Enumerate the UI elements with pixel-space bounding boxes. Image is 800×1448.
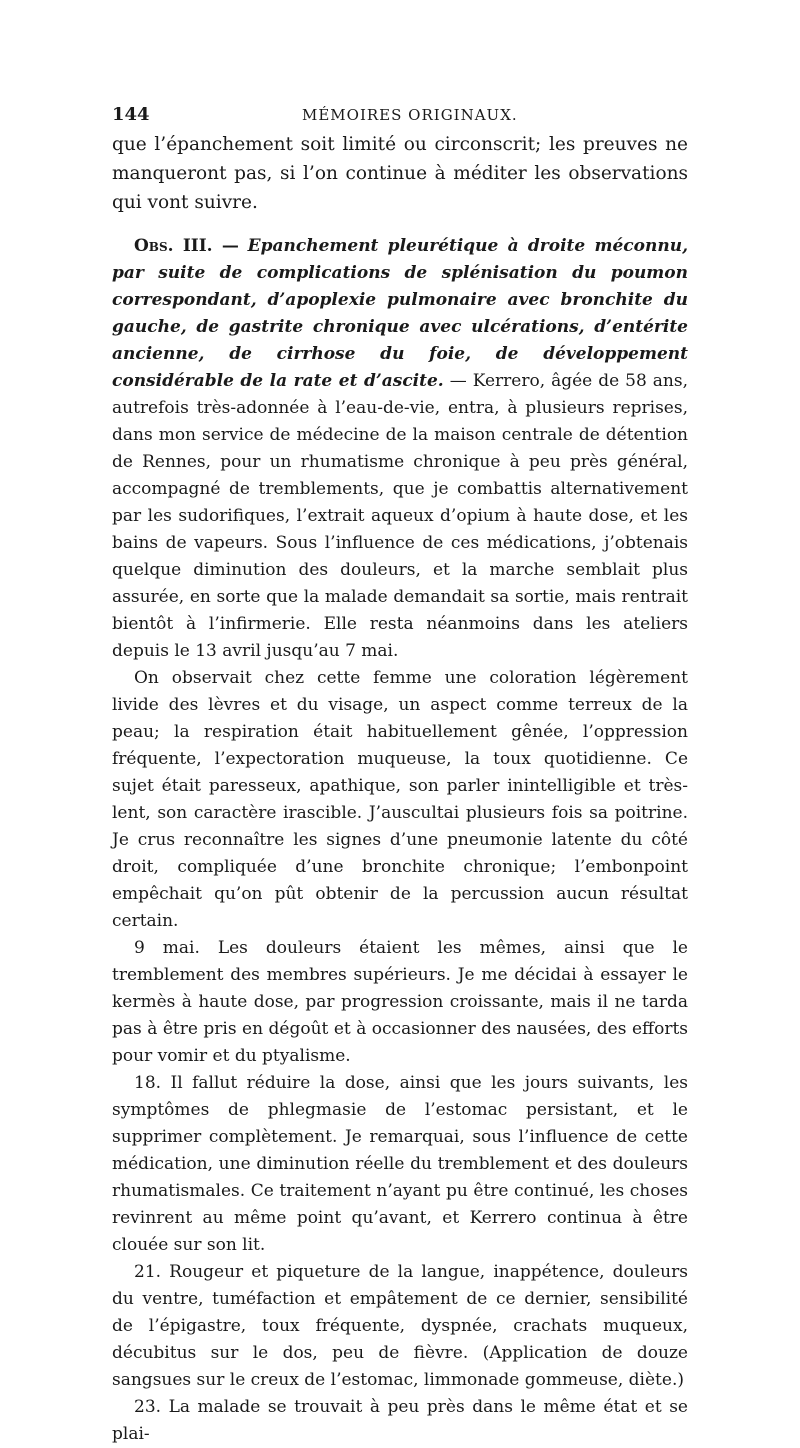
observation-title: Epanchement pleurétique à droite méconnu, par suite de complications de splénisation du poumon correspondant, d’apoplexie pulmonaire avec bronchite du gauche, de gastrite chronique avec ulcérations, d’entérite ancienne, de cirrhose du foie, de développement considérable de la rate et d’ascite. xyxy=(112,236,688,391)
observation-paragraph xyxy=(112,233,688,665)
running-head xyxy=(112,96,688,130)
page-number: 144 xyxy=(112,104,150,125)
body-paragraph-symptoms: On observait chez cette femme une coloration légèrement livide des lèvres et du visage, un aspect comme terreux de la peau; la respiration était habituellement gênée, l’oppression fréquente, l’expectoration muqueuse, la toux quotidienne. Ce sujet était paresseux, apathique, son parler inintelligible et très-lent, son caractère irascible. J’auscultai plusieurs fois sa poitrine. Je crus reconnaître les signes d’une pneumonie latente du côté droit, compliquée d’une bronchite chronique; l’embonpoint empêchait qu’on pût obtenir de la percussion aucun résultat certain. xyxy=(112,668,688,931)
book-page xyxy=(112,96,688,1448)
body-paragraph-day-21: 21. Rougeur et piqueture de la langue, inappétence, douleurs du ventre, tuméfaction et empâtement de ce dernier, sensibilité de l’épigastre, toux fréquente, dyspnée, crachats muqueux, décubitus sur le dos, peu de fièvre. (Application de douze sangsues sur le creux de l’estomac, limmonade gommeuse, diète.) xyxy=(112,1262,688,1390)
body-paragraph-day-18: 18. Il fallut réduire la dose, ainsi que les jours suivants, les symptômes de phlegmasie de l’estomac persistant, et le supprimer complètement. Je remarquai, sous l’influence de cette médication, une diminution réelle du tremblement et des douleurs rhumatismales. Ce traitement n’ayant pu être continué, les choses revinrent au même point qu’avant, et Kerrero continua à être clouée sur son lit. xyxy=(112,1073,688,1255)
section-gap xyxy=(112,217,688,233)
observation-label: Obs. III. — xyxy=(134,236,239,256)
running-title: MÉMOIRES ORIGINAUX. xyxy=(302,106,518,124)
observation-body: — Kerrero, âgée de 58 ans, autrefois très-adonnée à l’eau-de-vie, entra, à plusieurs reprises, dans mon service de médecine de la maison centrale de détention de Rennes, pour un rhumatisme chronique à peu près général, accompagné de tremblements, que je combattis alternativement par les sudorifiques, l’extrait aqueux d’opium à haute dose, et les bains de vapeurs. Sous l’influence de ces médications, j’obtenais quelque diminution des douleurs, et la marche semblait plus assurée, en sorte que la malade demandait sa sortie, mais rentrait bientôt à l’infirmerie. Elle resta néanmoins dans les ateliers depuis le 13 avril jusqu’au 7 mai. xyxy=(112,371,689,661)
body-paragraph-day-23: 23. La malade se trouvait à peu près dans le même état et se plai- xyxy=(112,1397,688,1444)
intro-paragraph: que l’épanchement soit limité ou circonscrit; les preuves ne manqueront pas, si l’on continue à méditer les observations qui vont suivre. xyxy=(112,134,688,213)
body-paragraph-may-9: 9 mai. Les douleurs étaient les mêmes, ainsi que le tremblement des membres supérieurs. Je me décidai à essayer le kermès à haute dose, par progression croissante, mais il ne tarda pas à être pris en dégoût et à occasionner des nausées, des efforts pour vomir et du ptyalisme. xyxy=(112,938,688,1066)
